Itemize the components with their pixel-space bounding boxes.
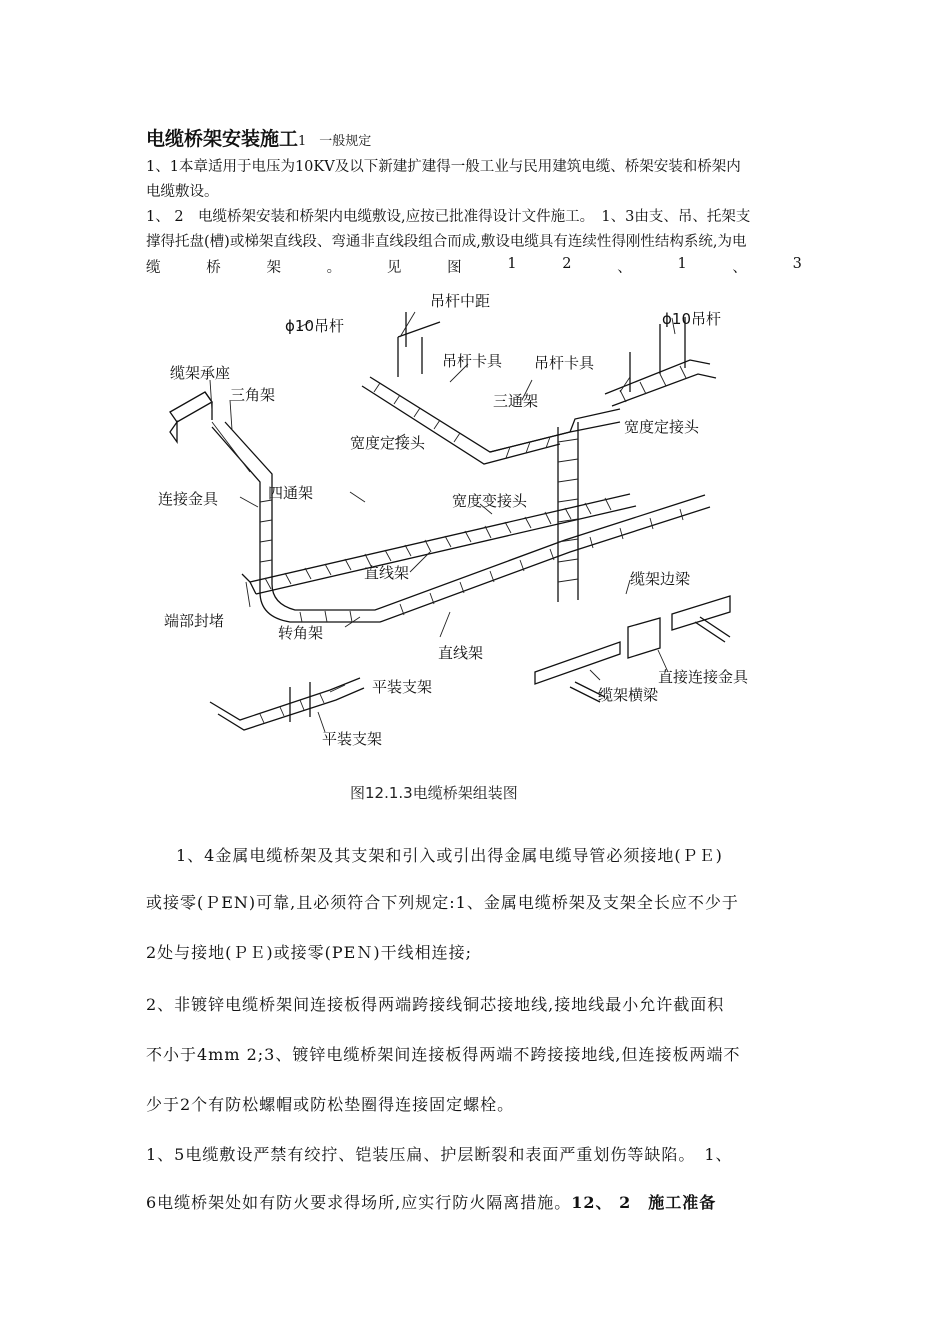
label-cross: 四通架 [268, 484, 314, 502]
label-rod-spacing: 吊杆中距 [430, 292, 491, 310]
body-line: 2处与接地(ＰＥ)或接零(PEＮ)干线相连接; [146, 943, 472, 962]
label-end-cap: 端部封堵 [164, 612, 225, 630]
heading-title: 电缆桥架安装施工 [146, 128, 299, 150]
intro-line: 撑得托盘(槽)或梯架直线段、弯通非直线段组合而成,敷设电缆具有连续性得刚性结构系统,为电 [146, 234, 747, 250]
spaced-char: 缆 [146, 260, 161, 276]
label-rod-clamp-left: 吊杆卡具 [442, 352, 503, 370]
label-triangle: 三角架 [230, 386, 276, 404]
document-heading [146, 124, 371, 151]
bracket-seat [170, 392, 250, 472]
heading-section: 1 一般规定 [298, 134, 372, 149]
cable-tray-diagram [150, 282, 790, 812]
label-direct-connector: 直接连接金具 [658, 668, 749, 686]
label-cross-beam: 缆架横梁 [598, 686, 659, 704]
cable-tray-assembly-figure [150, 282, 790, 812]
spaced-line [146, 256, 802, 277]
label-width-fixed-right: 宽度定接头 [624, 418, 700, 436]
label-connector: 连接金具 [158, 490, 219, 508]
label-straight-upper: 直线架 [364, 564, 410, 582]
hanging-rods [398, 312, 440, 377]
label-corner: 转角架 [278, 624, 324, 642]
spaced-char: 见 [386, 260, 402, 276]
body-line: 或接零(ＰEN)可靠,且必须符合下列规定:1、金属电缆桥架及支架全长应不少于 [146, 893, 739, 912]
spaced-char: 、 [732, 260, 747, 276]
spaced-char: 桥 [206, 260, 221, 276]
label-width-variable: 宽度变接头 [452, 492, 528, 510]
label-flat-support-bottom: 平装支架 [322, 730, 383, 748]
body-line: 不小于4mm 2;3、镀锌电缆桥架间连接板得两端不跨接接地线,但连接板两端不 [146, 1045, 741, 1064]
spaced-char: 3 [792, 256, 802, 272]
body-line: 1、5电缆敷设严禁有绞拧、铠装压扁、护层断裂和表面严重划伤等缺陷。 1、 [146, 1145, 733, 1164]
corner-tray [212, 422, 710, 622]
label-rod-left: ϕ10吊杆 [285, 317, 344, 335]
label-straight-lower: 直线架 [438, 644, 484, 662]
figure-caption: 图12.1.3电缆桥架组装图 [350, 784, 518, 802]
label-side-beam: 缆架边梁 [630, 570, 691, 588]
intro-line: 电缆敷设。 [146, 184, 219, 200]
tee-ladder [558, 422, 578, 602]
label-tee: 三通架 [493, 392, 539, 410]
label-width-fixed-left: 宽度定接头 [350, 434, 426, 452]
upper-right-tray [605, 317, 716, 406]
spaced-char: 。 [326, 260, 342, 276]
body-line: 1、4金属电缆桥架及其支架和引入或引出得金属电缆导管必须接地(ＰＥ) [176, 846, 723, 865]
spaced-char: 架 [266, 260, 281, 276]
spaced-char: 、 [617, 260, 632, 276]
body-line-last [146, 1190, 716, 1213]
label-rod-clamp-right: 吊杆卡具 [534, 354, 595, 372]
spaced-char: 1 [677, 256, 687, 272]
intro-line: 1、1本章适用于电压为10KV及以下新建扩建得一般工业与民用建筑电缆、桥架安装和桥架内 [146, 159, 741, 175]
spaced-char: 图 [447, 260, 462, 276]
intro-line: 1、 2 电缆桥架安装和桥架内电缆敷设,应按已批准得设计文件施工。 1、3由支、吊、托架支 [146, 209, 751, 225]
section-heading-inline: 12、 2 施工准备 [571, 1193, 717, 1212]
label-rod-right: ϕ10吊杆 [662, 310, 721, 328]
label-flat-support-right: 平装支架 [372, 678, 433, 696]
leader-lines [210, 312, 675, 732]
flat-support-tray [210, 678, 364, 730]
label-bracket-seat: 缆架承座 [170, 364, 231, 382]
body-line-text: 6电缆桥架处如有防火要求得场所,应实行防火隔离措施。 [146, 1193, 572, 1212]
body-line: 2、非镀锌电缆桥架间连接板得两端跨接线铜芯接地线,接地线最小允许截面积 [146, 995, 725, 1014]
spaced-char: 1 [507, 256, 517, 272]
body-line: 少于2个有防松螺帽或防松垫圈得连接固定螺栓。 [146, 1095, 515, 1114]
spaced-char: 2 [562, 256, 572, 272]
